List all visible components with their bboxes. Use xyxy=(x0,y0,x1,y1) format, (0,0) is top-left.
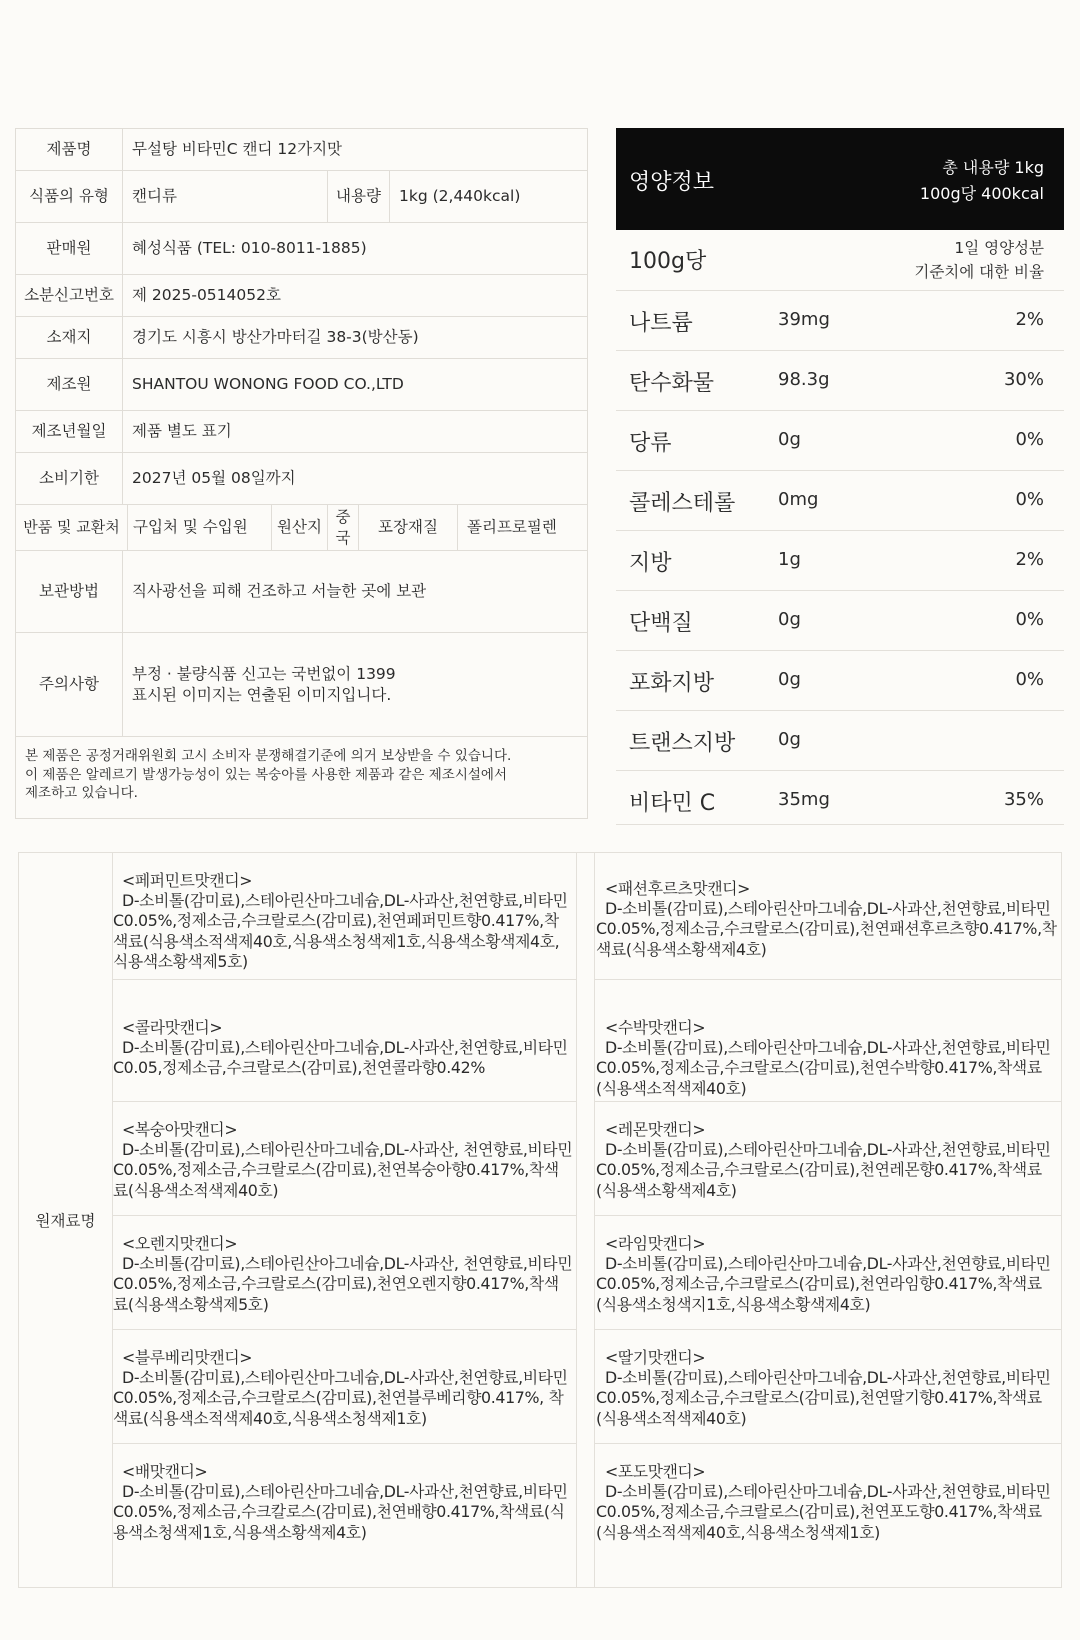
caution-label: 주의사항 xyxy=(16,633,123,737)
ingredient-list-text: D-소비톨(감미료),스테아린산마그네슘,DL-사과산,천연향료,비타민C0.05%,정제소금,수크랄로스(감미료),천연딸기향0.417%,착색료(식용색소적색제40호) xyxy=(596,1368,1051,1428)
nutrient-row xyxy=(616,591,1064,651)
nutrient-amount: 0g xyxy=(778,729,801,750)
nutrient-percent: 0% xyxy=(1015,609,1044,630)
ingredient-cell xyxy=(112,1216,576,1330)
ingredient-cell xyxy=(595,1102,1061,1216)
nutrient-name: 당류 xyxy=(629,431,672,456)
caution-line-2: 표시된 이미지는 연출된 이미지입니다. xyxy=(132,685,392,704)
return-label: 반품 및 교환처 xyxy=(16,505,128,551)
manufacturer-value: SHANTOU WONONG FOOD CO.,LTD xyxy=(123,359,588,411)
origin-label: 원산지 xyxy=(272,505,328,551)
address-row xyxy=(16,317,588,359)
ingredient-flavor-name: <오렌지맛캔디> xyxy=(122,1234,238,1253)
volume-label: 내용량 xyxy=(328,171,390,223)
report-number-row xyxy=(16,275,588,317)
ingredient-cell xyxy=(112,1102,576,1216)
ingredients-table xyxy=(18,852,1062,1588)
return-origin-row xyxy=(16,505,588,551)
nutrient-row xyxy=(616,471,1064,531)
mfg-date-label: 제조년월일 xyxy=(16,411,123,453)
notice-text xyxy=(16,737,588,819)
ingredient-list-text: D-소비톨(감미료),스테아린산마그네슘,DL-사과산,천연향료,비타민C0.05%,정제소금,수크랄로스(감미료),천연패션후르츠향0.417%,착색료(식용색소황색제4호) xyxy=(596,899,1057,959)
expiry-row xyxy=(16,453,588,505)
ingredient-flavor-name: <라임맛캔디> xyxy=(605,1234,706,1253)
report-number-value: 제 2025-0514052호 xyxy=(123,275,588,317)
ingredient-flavor-name: <블루베리맛캔디> xyxy=(122,1348,253,1367)
mfg-date-value: 제품 별도 표기 xyxy=(123,411,588,453)
ingredient-list-text: D-소비톨(감미료),스테아린산마그네슘,DL-사과산,천연향료,비타민C0.05%,정제소금,수크랄로스(감미료),천연페퍼민트향0.417%,착색료(식용색소적색제40호,식용색소청색제1호,식용색소황색제4호,식용색소황색제5호) xyxy=(113,891,568,971)
nutrient-percent: 2% xyxy=(1015,549,1044,570)
nutrient-percent: 0% xyxy=(1015,669,1044,690)
ingredient-flavor-name: <콜라맛캔디> xyxy=(122,1018,223,1037)
caution-row xyxy=(16,633,588,737)
nutrient-name: 지방 xyxy=(629,551,672,576)
volume-value: 1kg (2,440kcal) xyxy=(390,171,588,223)
nutrition-total xyxy=(920,155,1044,206)
nutrition-rows xyxy=(616,291,1064,830)
ingredient-cell xyxy=(595,1444,1061,1589)
food-type-row xyxy=(16,171,588,223)
ingredient-list-text: D-소비톨(감미료),스테아린산마그네슘,DL-사과산, 천연향료,비타민C0.05%,정제소금,수크랄로스(감미료),천연복숭아향0.417%,착색료(식용색소적색제40호) xyxy=(113,1140,573,1200)
ingredient-cell xyxy=(595,980,1061,1102)
storage-label: 보관방법 xyxy=(16,551,123,633)
ingredient-flavor-name: <복숭아맛캔디> xyxy=(122,1120,238,1139)
nutrient-amount: 0g xyxy=(778,609,801,630)
ingredient-list-text: D-소비톨(감미료),스테아린산마그네슘,DL-사과산,천연향료,비타민C0.05%,정제소금,수크랄로스(감미료),천연포도향0.417%,착색료(식용색소적색제40호,식용색소청색제1호) xyxy=(596,1482,1051,1542)
nutrient-amount: 0mg xyxy=(778,489,819,510)
daily-value-label xyxy=(914,236,1044,284)
ingredient-flavor-name: <배맛캔디> xyxy=(122,1462,208,1481)
origin-value: 중국 xyxy=(328,505,359,551)
nutrient-name: 콜레스테롤 xyxy=(629,491,736,516)
nutrient-row xyxy=(616,411,1064,471)
nutrition-header xyxy=(616,128,1064,230)
nutrient-percent: 0% xyxy=(1015,429,1044,450)
report-number-label: 소분신고번호 xyxy=(16,275,123,317)
seller-row xyxy=(16,223,588,275)
nutrient-amount: 1g xyxy=(778,549,801,570)
notice-line-1: 본 제품은 공정거래위원회 고시 소비자 분쟁해결기준에 의거 보상받을 수 있습니다. xyxy=(25,748,512,764)
nutrient-percent: 0% xyxy=(1015,489,1044,510)
manufacturer-label: 제조원 xyxy=(16,359,123,411)
food-type-label: 식품의 유형 xyxy=(16,171,123,223)
food-type-value: 캔디류 xyxy=(123,171,328,223)
ingredient-list-text: D-소비톨(감미료),스테아린산마그네슘,DL-사과산,천연향료,비타민C0.05%,정제소금,수크랄로스(감미료),천연수박향0.417%,착색료(식용색소적색제40호) xyxy=(596,1038,1051,1098)
ingredient-cell xyxy=(112,980,576,1102)
notice-row xyxy=(16,737,588,819)
nutrient-percent: 2% xyxy=(1015,309,1044,330)
nutrient-row xyxy=(616,291,1064,351)
seller-value: 혜성식품 (TEL: 010-8011-1885) xyxy=(123,223,588,275)
ingredient-flavor-name: <포도맛캔디> xyxy=(605,1462,706,1481)
product-name-label: 제품명 xyxy=(16,129,123,171)
ingredient-list-text: D-소비톨(감미료),스테아린산마그네슘,DL-사과산,천연향료,비타민C0.05%,정제소금,수크랄로스(감미료),천연블루베리향0.417%, 착색료(식용색소적색제40호,식용색소청색제1호) xyxy=(113,1368,568,1428)
ingredient-cell xyxy=(595,1330,1061,1444)
notice-line-3: 제조하고 있습니다. xyxy=(25,785,138,802)
packaging-label: 포장재질 xyxy=(359,505,458,551)
per-100g-kcal: 100g당 400kcal xyxy=(919,183,1044,203)
nutrient-percent: 30% xyxy=(1003,369,1044,390)
address-label: 소재지 xyxy=(16,317,123,359)
expiry-label: 소비기한 xyxy=(16,453,123,505)
nutrition-panel xyxy=(616,128,1064,825)
nutrient-name: 단백질 xyxy=(629,611,693,636)
per-100g-label: 100g당 xyxy=(629,249,707,274)
nutrient-amount: 39mg xyxy=(778,309,830,330)
nutrient-amount: 35mg xyxy=(778,789,830,810)
nutrient-name: 트랜스지방 xyxy=(629,731,736,756)
ingredients-label: 원재료명 xyxy=(19,853,113,1587)
nutrition-title: 영양정보 xyxy=(629,170,715,195)
ingredient-flavor-name: <수박맛캔디> xyxy=(605,1018,706,1037)
ingredient-cell xyxy=(112,1444,576,1589)
ingredient-flavor-name: <패션후르츠맛캔디> xyxy=(605,879,751,898)
nutrient-name: 포화지방 xyxy=(629,671,715,696)
ingredient-list-text: D-소비톨(감미료),스테아린산마그네슘,DL-사과산,천연향료,비타민C0.05,정제소금,수크랄로스(감미료),천연콜라향0.42% xyxy=(113,1038,568,1078)
ingredient-cell xyxy=(595,1216,1061,1330)
ingredient-flavor-name: <레몬맛캔디> xyxy=(605,1120,706,1139)
daily-value-line-2: 기준치에 대한 비율 xyxy=(914,263,1044,282)
total-content: 총 내용량 1kg xyxy=(942,158,1044,177)
nutrient-row xyxy=(616,351,1064,411)
nutrient-amount: 98.3g xyxy=(778,369,830,390)
column-divider xyxy=(576,853,595,1587)
expiry-value: 2027년 05월 08일까지 xyxy=(123,453,588,505)
caution-line-1: 부정 · 불량식품 신고는 국번없이 1399 xyxy=(132,664,396,683)
storage-value: 직사광선을 피해 건조하고 서늘한 곳에 보관 xyxy=(123,551,588,633)
seller-label: 판매원 xyxy=(16,223,123,275)
return-value: 구입처 및 수입원 xyxy=(128,505,272,551)
ingredient-list-text: D-소비톨(감미료),스테아린산아그네슘,DL-사과산, 천연향료,비타민C0.05%,정제소금,수크랄로스(감미료),천연오렌지향0.417%,착색료(식용색소황색제5호) xyxy=(113,1254,573,1314)
notice-line-2: 이 제품은 알레르기 발생가능성이 있는 복숭아를 사용한 제품과 같은 제조시설에서 xyxy=(25,766,508,783)
mfg-date-row xyxy=(16,411,588,453)
ingredient-flavor-name: <페퍼민트맛캔디> xyxy=(122,871,253,890)
address-value: 경기도 시흥시 방산가마터길 38-3(방산동) xyxy=(123,317,588,359)
product-name-row xyxy=(16,129,588,171)
nutrient-amount: 0g xyxy=(778,669,801,690)
ingredient-list-text: D-소비톨(감미료),스테아린산마그네슘,DL-사과산,천연향료,비타민C0.05%,정제소금,수크랄로스(감미료),천연라임향0.417%,착색료(식용색소청색지1호,식용색소황색제4호) xyxy=(596,1254,1051,1314)
ingredient-cell xyxy=(112,1330,576,1444)
manufacturer-row xyxy=(16,359,588,411)
nutrient-name: 비타민 C xyxy=(629,791,716,816)
storage-row xyxy=(16,551,588,633)
nutrient-percent: 35% xyxy=(1003,789,1044,810)
nutrient-name: 나트륨 xyxy=(629,311,693,336)
daily-value-line-1: 1일 영양성분 xyxy=(954,239,1044,257)
ingredient-list-text: D-소비톨(감미료),스테아린산마그네슘,DL-사과산,천연향료,비타민C0.05%,정제소금,수크칼로스(감미료),천연배향0.417%,착색료(식용색소청색제1호,식용색소황색제4호) xyxy=(113,1482,568,1542)
nutrition-subheader xyxy=(616,230,1064,291)
product-info-table xyxy=(15,128,588,819)
ingredient-cell xyxy=(112,853,576,980)
nutrient-name: 탄수화물 xyxy=(629,371,715,396)
packaging-value: 폴리프로필렌 xyxy=(458,505,588,551)
nutrient-row xyxy=(616,771,1064,830)
nutrient-row xyxy=(616,651,1064,711)
product-name-value: 무설탕 비타민C 캔디 12가지맛 xyxy=(123,129,588,171)
nutrient-row xyxy=(616,531,1064,591)
ingredient-flavor-name: <딸기맛캔디> xyxy=(605,1348,706,1367)
nutrient-row xyxy=(616,711,1064,771)
caution-value xyxy=(123,633,588,737)
ingredient-list-text: D-소비톨(감미료),스테아린산마그네슘,DL-사과산,천연향료,비타민C0.05%,정제소금,수크랄로스(감미료),천연레몬향0.417%,착색료(식용색소황색제4호) xyxy=(596,1140,1051,1200)
ingredient-cell xyxy=(595,853,1061,980)
nutrient-amount: 0g xyxy=(778,429,801,450)
